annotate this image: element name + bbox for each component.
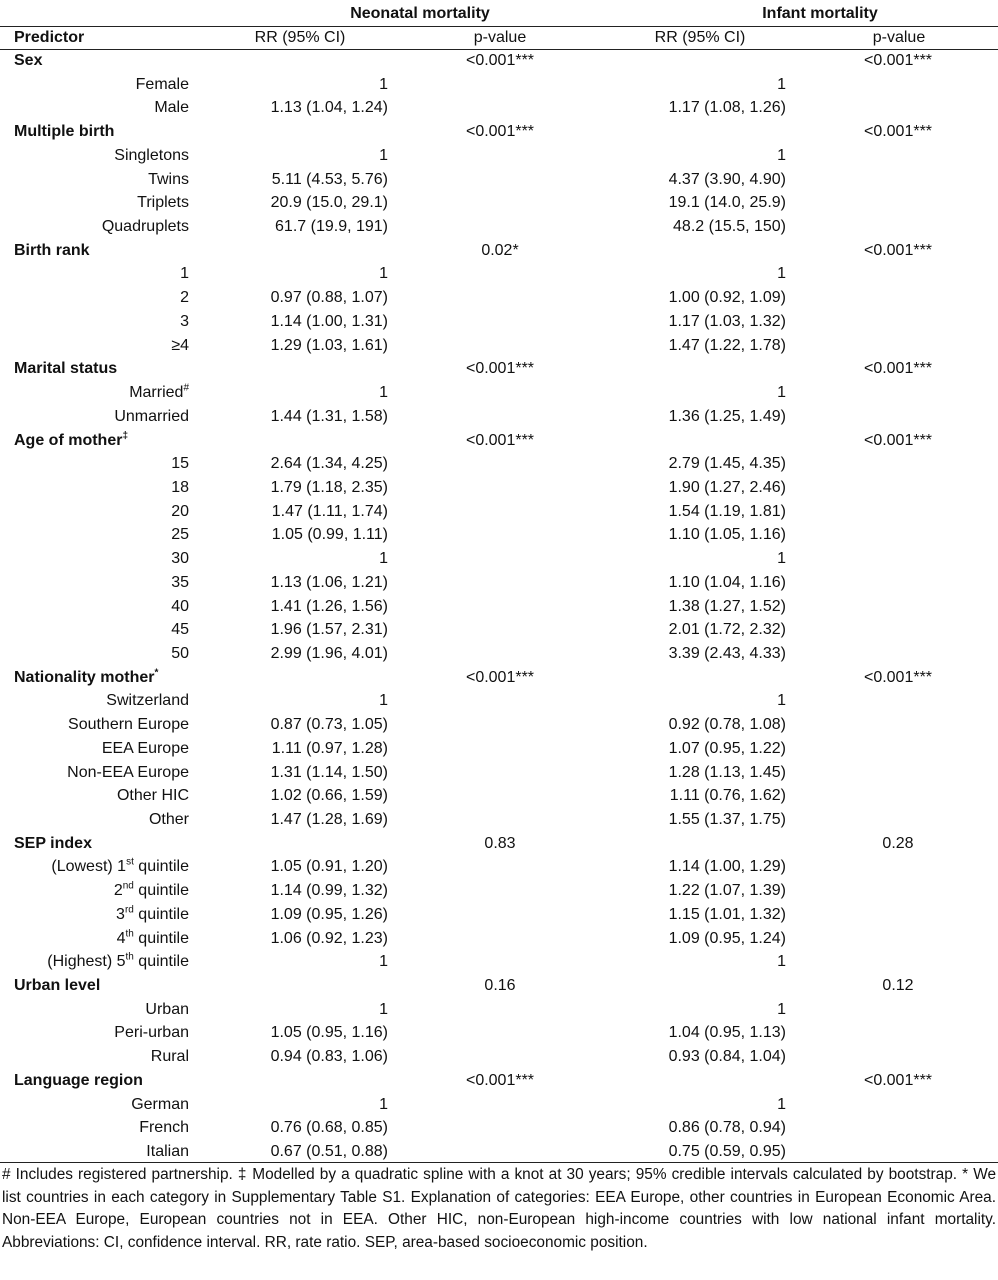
label-text: 2 xyxy=(180,289,189,307)
infant-rr-cell: 1.11 (0.76, 1.62) xyxy=(669,787,786,805)
infant-rr-cell: 1 xyxy=(777,146,786,164)
table-row xyxy=(0,476,998,500)
infant-rr-cell: 1.38 (1.27, 1.52) xyxy=(668,597,786,615)
level-label xyxy=(171,618,189,642)
infant-rr-cell: 1.54 (1.19, 1.81) xyxy=(668,502,786,520)
infant-pvalue-cell: 0.28 xyxy=(882,834,914,852)
table-row xyxy=(0,547,998,571)
infant-rr-cell: 1.10 (1.04, 1.16) xyxy=(668,573,786,591)
neonatal-rr-cell: 0.67 (0.51, 0.88) xyxy=(270,1143,388,1161)
level-label xyxy=(171,642,189,666)
neonatal-pvalue-cell: <0.001*** xyxy=(465,123,535,141)
neonatal-rr-cell: 1.29 (1.03, 1.61) xyxy=(270,336,388,354)
label-text: Peri-urban xyxy=(114,1024,189,1042)
neonatal-rr-cell: 5.11 (4.53, 5.76) xyxy=(271,170,388,188)
infant-rr-cell: 1.36 (1.25, 1.49) xyxy=(668,407,786,425)
neonatal-pvalue-cell: <0.001*** xyxy=(465,668,535,686)
neonatal-rr-cell: 1.13 (1.06, 1.21) xyxy=(270,573,388,591)
label-text: Triplets xyxy=(137,194,189,212)
infant-rr-cell: 1.17 (1.03, 1.32) xyxy=(668,312,786,330)
level-label xyxy=(51,855,189,879)
infant-rr-cell: 1.55 (1.37, 1.75) xyxy=(668,811,786,828)
infant-rr-cell: 1 xyxy=(777,384,786,402)
label-text: 20 xyxy=(171,502,189,520)
neonatal-pvalue-cell: <0.001*** xyxy=(465,52,535,69)
table-row xyxy=(0,808,998,832)
neonatal-rr-cell: 1.47 (1.11, 1.74) xyxy=(271,502,388,520)
neonatal-rr-cell: 1.02 (0.66, 1.59) xyxy=(270,787,388,805)
label-text: Age of mother xyxy=(14,431,123,449)
label-text: Multiple birth xyxy=(14,123,115,141)
label-text: (Lowest) 1 xyxy=(51,858,127,876)
level-label xyxy=(171,452,189,476)
category-label xyxy=(14,666,158,690)
label-suffix: quintile xyxy=(133,953,189,971)
level-label xyxy=(129,381,189,405)
neonatal-rr-cell: 1 xyxy=(379,550,388,568)
neonatal-rr-cell: 0.97 (0.88, 1.07) xyxy=(270,289,388,307)
label-text: EEA Europe xyxy=(101,739,189,757)
level-label xyxy=(116,903,189,927)
category-label xyxy=(14,120,114,144)
level-label xyxy=(149,808,189,832)
neonatal-rr-cell: 1 xyxy=(379,1095,388,1113)
table-row xyxy=(0,1093,998,1117)
label-text: Other xyxy=(148,811,189,828)
table-row xyxy=(0,168,998,192)
category-row xyxy=(0,832,998,856)
level-label xyxy=(137,191,189,215)
neonatal-rr-cell: 1.47 (1.28, 1.69) xyxy=(270,811,388,828)
label-superscript: # xyxy=(183,382,189,394)
level-label xyxy=(171,547,189,571)
level-label xyxy=(154,96,189,120)
level-label xyxy=(171,476,189,500)
infant-rr-cell: 1 xyxy=(777,692,786,710)
label-suffix: quintile xyxy=(133,858,189,876)
neonatal-rr-cell: 1.06 (0.92, 1.23) xyxy=(270,929,388,947)
level-label xyxy=(106,689,189,713)
category-row xyxy=(0,239,998,263)
neonatal-rr-cell: 1.13 (1.04, 1.24) xyxy=(270,99,388,117)
infant-rr-cell: 0.75 (0.59, 0.95) xyxy=(668,1143,786,1161)
label-text: 45 xyxy=(171,621,189,639)
label-superscript: th xyxy=(125,928,134,940)
level-label xyxy=(180,310,189,334)
neonatal-rr-cell: 1 xyxy=(379,265,388,283)
category-label xyxy=(14,429,128,453)
table-row xyxy=(0,903,998,927)
table-row xyxy=(0,144,998,168)
infant-rr-cell: 3.39 (2.43, 4.33) xyxy=(668,644,786,662)
table-row xyxy=(0,310,998,334)
neonatal-pvalue-cell: 0.83 xyxy=(484,834,516,852)
label-text: Married xyxy=(129,384,184,402)
neonatal-rr-cell: 0.87 (0.73, 1.05) xyxy=(270,716,388,734)
table-row xyxy=(0,879,998,903)
category-label xyxy=(14,832,92,856)
infant-rr-cell: 1.04 (0.95, 1.13) xyxy=(668,1024,786,1042)
infant-rr-column-header: RR (95% CI) xyxy=(654,29,746,46)
infant-rr-cell: 0.92 (0.78, 1.08) xyxy=(668,716,786,734)
level-label xyxy=(146,1140,189,1164)
neonatal-rr-cell: 1.96 (1.57, 2.31) xyxy=(270,621,388,639)
table-row xyxy=(0,1045,998,1069)
neonatal-rr-cell: 1 xyxy=(379,953,388,971)
infant-rr-cell: 1.14 (1.00, 1.29) xyxy=(668,858,786,876)
infant-pvalue-cell: <0.001*** xyxy=(863,52,933,69)
infant-rr-cell: 0.93 (0.84, 1.04) xyxy=(668,1048,786,1066)
infant-rr-cell: 1.47 (1.22, 1.78) xyxy=(668,336,786,354)
table-row xyxy=(0,618,998,642)
neonatal-pvalue-cell: <0.001*** xyxy=(465,360,535,378)
category-label xyxy=(14,49,42,73)
category-row xyxy=(0,666,998,690)
infant-rr-cell: 1.07 (0.95, 1.22) xyxy=(668,739,786,757)
infant-rr-cell: 1.22 (1.07, 1.39) xyxy=(668,882,786,900)
infant-rr-cell: 1 xyxy=(777,265,786,283)
label-text: Non-EEA Europe xyxy=(67,763,189,781)
neonatal-rr-cell: 1 xyxy=(379,692,388,710)
level-label xyxy=(47,950,189,974)
infant-rr-cell: 1.10 (1.05, 1.16) xyxy=(668,526,786,544)
label-text: Male xyxy=(154,99,189,117)
table-row xyxy=(0,737,998,761)
category-label xyxy=(14,1069,143,1093)
level-label xyxy=(136,73,189,97)
category-row xyxy=(0,357,998,381)
label-text: Other HIC xyxy=(116,787,189,805)
label-text: 25 xyxy=(171,526,189,544)
label-text: 18 xyxy=(171,478,189,496)
table-row xyxy=(0,215,998,239)
level-label xyxy=(67,761,189,785)
label-text: ≥4 xyxy=(171,336,189,354)
level-label xyxy=(171,334,189,358)
bottom-rule xyxy=(0,1162,998,1163)
neonatal-rr-column-header: RR (95% CI) xyxy=(254,29,346,46)
label-text: Urban level xyxy=(14,977,101,995)
infant-rr-cell: 2.79 (1.45, 4.35) xyxy=(668,455,786,473)
table-row xyxy=(0,73,998,97)
category-label xyxy=(14,974,100,998)
label-text: Italian xyxy=(146,1143,189,1161)
neonatal-rr-cell: 1.14 (0.99, 1.32) xyxy=(270,882,388,900)
infant-rr-cell: 1.00 (0.92, 1.09) xyxy=(668,289,786,307)
label-text: Quadruplets xyxy=(101,218,189,236)
table-row xyxy=(0,334,998,358)
neonatal-pvalue-cell: <0.001*** xyxy=(465,1071,535,1089)
table-row xyxy=(0,855,998,879)
level-label xyxy=(171,571,189,595)
neonatal-rr-cell: 1.09 (0.95, 1.26) xyxy=(270,905,388,923)
infant-rr-cell: 1.17 (1.08, 1.26) xyxy=(668,99,786,117)
label-text: Nationality mother xyxy=(14,668,155,686)
neonatal-pvalue-cell: <0.001*** xyxy=(465,431,535,449)
label-text: 3 xyxy=(180,312,189,330)
predictor-column-header: Predictor xyxy=(14,29,85,46)
level-label xyxy=(151,1045,189,1069)
neonatal-mortality-heading: Neonatal mortality xyxy=(350,5,490,22)
neonatal-pvalue-cell: 0.16 xyxy=(484,977,516,995)
level-label xyxy=(114,879,189,903)
table-row xyxy=(0,1140,998,1164)
neonatal-rr-cell: 1.05 (0.99, 1.11) xyxy=(271,526,388,544)
table-row xyxy=(0,452,998,476)
label-superscript: * xyxy=(154,667,159,679)
label-text: 35 xyxy=(171,573,189,591)
label-text: 15 xyxy=(171,455,189,473)
neonatal-rr-cell: 1.05 (0.95, 1.16) xyxy=(270,1024,388,1042)
infant-rr-cell: 4.37 (3.90, 4.90) xyxy=(668,170,786,188)
level-label xyxy=(171,595,189,619)
level-label xyxy=(139,1116,189,1140)
table-group-header xyxy=(0,0,998,26)
infant-pvalue-cell: <0.001*** xyxy=(863,431,933,449)
table-row xyxy=(0,927,998,951)
level-label xyxy=(117,784,189,808)
category-row xyxy=(0,1069,998,1093)
neonatal-rr-cell: 1 xyxy=(379,146,388,164)
neonatal-rr-cell: 2.64 (1.34, 4.25) xyxy=(270,455,388,473)
infant-rr-cell: 1.28 (1.13, 1.45) xyxy=(668,763,786,781)
label-superscript: th xyxy=(125,951,134,963)
table-row xyxy=(0,1116,998,1140)
table-row xyxy=(0,262,998,286)
infant-rr-cell: 19.1 (14.0, 25.9) xyxy=(668,194,786,212)
category-row xyxy=(0,49,998,73)
level-label xyxy=(171,500,189,524)
level-label xyxy=(102,215,189,239)
table-row xyxy=(0,286,998,310)
neonatal-rr-cell: 1.41 (1.26, 1.56) xyxy=(270,597,388,615)
infant-rr-cell: 1 xyxy=(777,550,786,568)
label-text: 50 xyxy=(171,644,189,662)
label-superscript: rd xyxy=(124,904,134,916)
neonatal-rr-cell: 1 xyxy=(379,384,388,402)
infant-rr-cell: 1 xyxy=(777,1095,786,1113)
level-label xyxy=(180,262,189,286)
label-text: 30 xyxy=(171,550,189,568)
infant-pvalue-cell: <0.001*** xyxy=(863,123,933,141)
infant-pvalue-cell: 0.12 xyxy=(882,977,914,995)
infant-pvalue-cell: <0.001*** xyxy=(863,668,933,686)
infant-pvalue-cell: <0.001*** xyxy=(863,360,933,378)
neonatal-rr-cell: 61.7 (19.9, 191) xyxy=(275,218,388,236)
category-row xyxy=(0,429,998,453)
infant-mortality-heading: Infant mortality xyxy=(762,5,878,22)
label-text: 4 xyxy=(116,929,126,947)
label-superscript: ‡ xyxy=(122,430,129,442)
label-text: Singletons xyxy=(114,146,189,164)
neonatal-rr-cell: 0.76 (0.68, 0.85) xyxy=(270,1119,388,1137)
label-text: Birth rank xyxy=(14,241,90,259)
label-suffix: quintile xyxy=(133,882,189,900)
neonatal-rr-cell: 0.94 (0.83, 1.06) xyxy=(270,1048,388,1066)
label-text: 1 xyxy=(180,265,189,283)
category-row xyxy=(0,974,998,998)
table-row xyxy=(0,191,998,215)
level-label xyxy=(102,737,189,761)
table-row xyxy=(0,761,998,785)
table-footnote: # Includes registered partnership. ‡ Modelled by a quadratic spline with a knot at 30 years; 95% credible intervals calculated by bootstrap. * We list countries in each category in Supplementary Table S1. Explanation of categories: EEA Europe, other countries in European Economic Area. Non-EEA Europe, European countries not in EEA. Other HIC, non-European high-income countries with low national infant mortality. Abbreviations: CI, confidence interval. RR, rate ratio. SEP, area-based socioeconomic position. xyxy=(2,1166,996,1251)
label-suffix: quintile xyxy=(133,905,189,923)
table-row xyxy=(0,96,998,120)
infant-rr-cell: 1.09 (0.95, 1.24) xyxy=(668,929,786,947)
table-row xyxy=(0,523,998,547)
category-label xyxy=(14,239,90,263)
infant-rr-cell: 1 xyxy=(777,75,786,93)
infant-pvalue-cell: <0.001*** xyxy=(863,241,933,259)
neonatal-rr-cell: 1.14 (1.00, 1.31) xyxy=(270,312,388,330)
neonatal-rr-cell: 20.9 (15.0, 29.1) xyxy=(270,194,388,212)
table-row xyxy=(0,784,998,808)
label-text: Female xyxy=(135,75,189,93)
level-label xyxy=(114,144,189,168)
level-label xyxy=(145,998,189,1022)
label-suffix: quintile xyxy=(133,929,189,947)
label-text: German xyxy=(131,1095,189,1113)
neonatal-rr-cell: 1.31 (1.14, 1.50) xyxy=(270,763,388,781)
infant-rr-cell: 1 xyxy=(777,953,786,971)
label-text: Southern Europe xyxy=(68,716,189,734)
neonatal-rr-cell: 1 xyxy=(379,75,388,93)
label-superscript: st xyxy=(126,857,134,869)
infant-rr-cell: 0.86 (0.78, 0.94) xyxy=(668,1119,786,1137)
label-text: Urban xyxy=(145,1000,189,1018)
infant-pvalue-cell: <0.001*** xyxy=(863,1071,933,1089)
table-row xyxy=(0,405,998,429)
table-row xyxy=(0,381,998,405)
label-text: 3 xyxy=(116,905,125,923)
label-text: Sex xyxy=(14,52,43,69)
table-row xyxy=(0,713,998,737)
table-row xyxy=(0,689,998,713)
level-label xyxy=(131,1093,189,1117)
label-text: 40 xyxy=(171,597,189,615)
label-text: Unmarried xyxy=(114,407,189,425)
level-label xyxy=(117,927,189,951)
level-label xyxy=(114,405,189,429)
level-label xyxy=(171,523,189,547)
label-text: Marital status xyxy=(14,360,118,378)
label-text: Rural xyxy=(150,1048,189,1066)
table-row xyxy=(0,642,998,666)
infant-pvalue-column-header: p-value xyxy=(872,29,926,46)
table-body xyxy=(0,49,998,1164)
neonatal-rr-cell: 1.11 (0.97, 1.28) xyxy=(271,739,388,757)
table-row xyxy=(0,1021,998,1045)
infant-rr-cell: 1 xyxy=(777,1000,786,1018)
infant-rr-cell: 48.2 (15.5, 150) xyxy=(673,218,786,236)
infant-rr-cell: 1.15 (1.01, 1.32) xyxy=(668,905,786,923)
label-text: Twins xyxy=(148,170,189,188)
category-row xyxy=(0,120,998,144)
level-label xyxy=(180,286,189,310)
label-text: 2 xyxy=(113,882,123,900)
neonatal-pvalue-cell: 0.02* xyxy=(481,241,519,259)
table-row xyxy=(0,998,998,1022)
label-text: French xyxy=(139,1119,189,1137)
table-row xyxy=(0,950,998,974)
level-label xyxy=(68,713,189,737)
table-column-header xyxy=(0,27,998,49)
neonatal-rr-cell: 1.05 (0.91, 1.20) xyxy=(270,858,388,876)
label-superscript: nd xyxy=(122,880,134,892)
infant-rr-cell: 2.01 (1.72, 2.32) xyxy=(668,621,786,639)
category-label xyxy=(14,357,117,381)
level-label xyxy=(148,168,189,192)
label-text: Switzerland xyxy=(106,692,189,710)
label-text: Language region xyxy=(14,1071,143,1089)
table-row xyxy=(0,571,998,595)
neonatal-rr-cell: 1 xyxy=(379,1000,388,1018)
label-text: SEP index xyxy=(14,834,92,852)
table-row xyxy=(0,500,998,524)
neonatal-pvalue-column-header: p-value xyxy=(473,29,527,46)
table-row xyxy=(0,595,998,619)
neonatal-rr-cell: 1.44 (1.31, 1.58) xyxy=(270,407,388,425)
label-text: (Highest) 5 xyxy=(47,953,126,971)
infant-rr-cell: 1.90 (1.27, 2.46) xyxy=(668,478,786,496)
neonatal-rr-cell: 2.99 (1.96, 4.01) xyxy=(270,644,388,662)
neonatal-rr-cell: 1.79 (1.18, 2.35) xyxy=(270,478,388,496)
level-label xyxy=(114,1021,189,1045)
